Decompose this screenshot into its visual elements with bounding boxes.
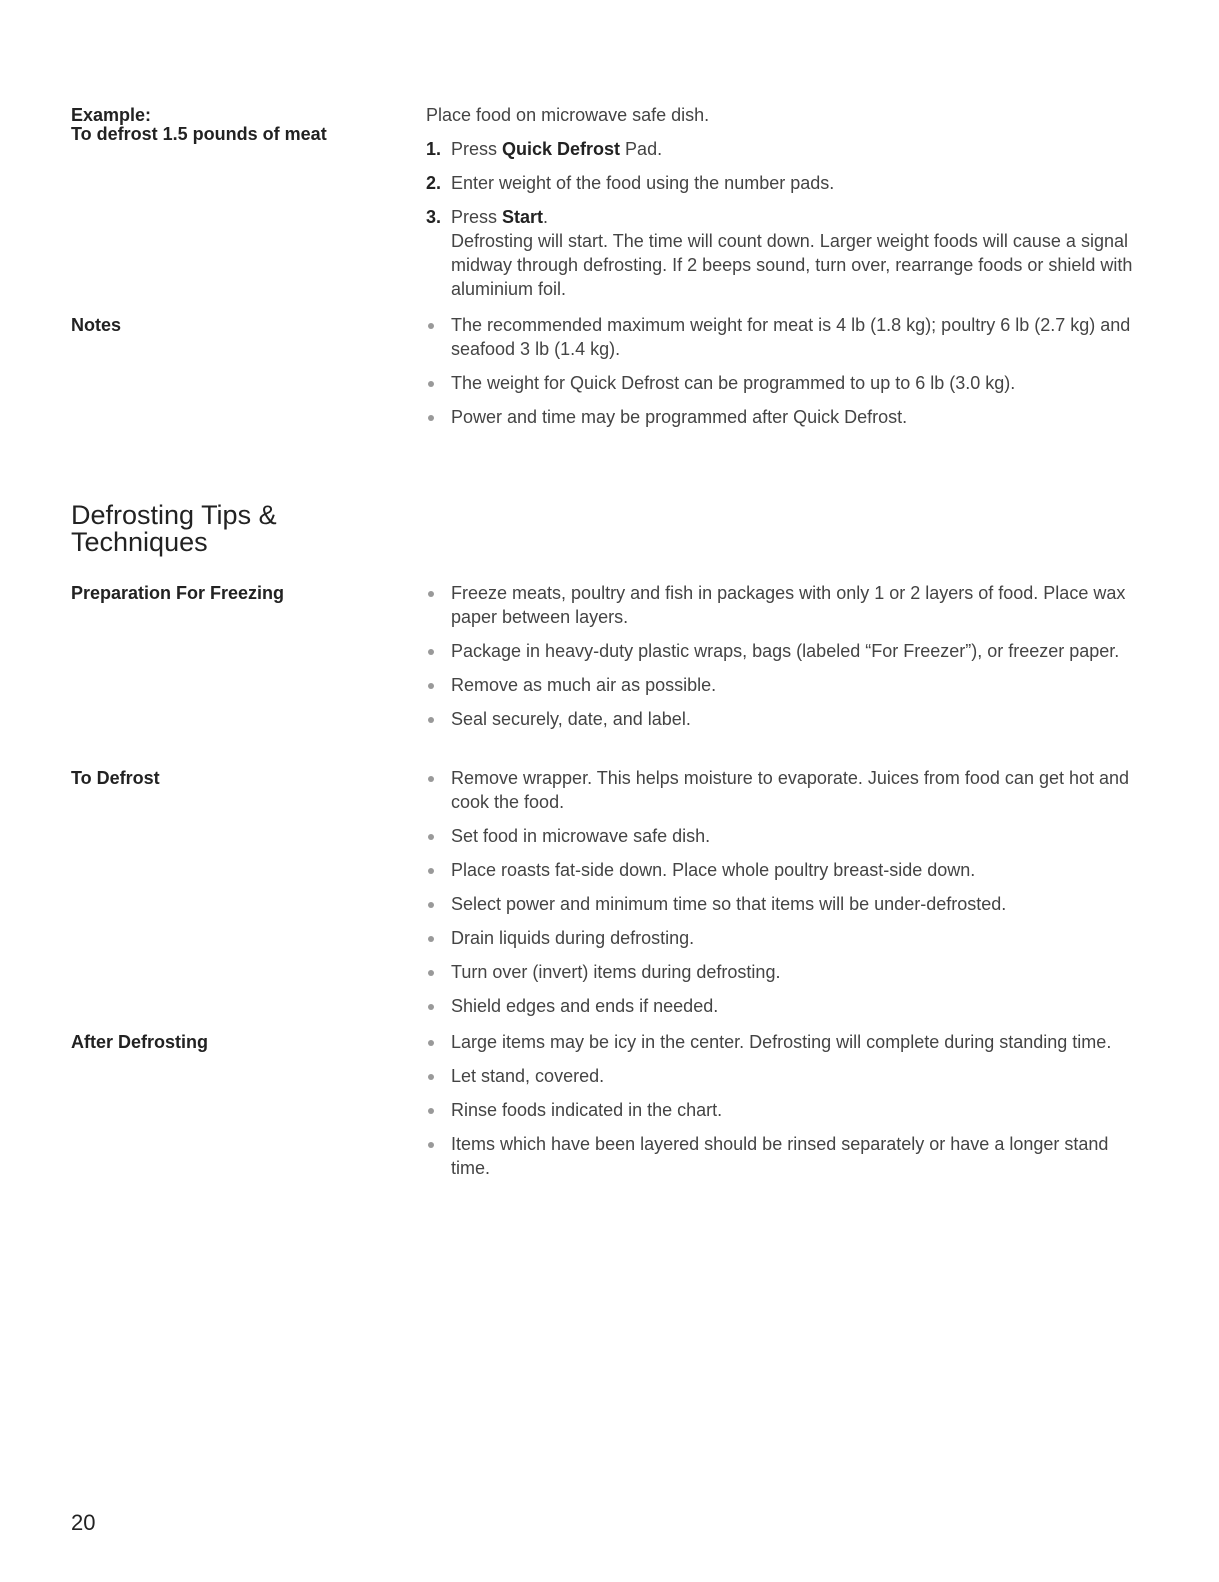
notes-label: Notes: [71, 315, 122, 335]
bullet-text: Select power and minimum time so that items will be under-defrosted.: [451, 894, 1007, 914]
heading-line1: Defrosting Tips &: [71, 500, 277, 530]
bullet-icon: [428, 834, 434, 840]
step-bold: Start: [502, 207, 544, 227]
bullet-icon: [428, 902, 434, 908]
bullet-text: Shield edges and ends if needed.: [451, 996, 719, 1016]
bullet-item: [426, 313, 1146, 361]
bullet-text: Large items may be icy in the center. Defrosting will complete during standing time.: [451, 1032, 1112, 1052]
bullet-text: Place roasts fat-side down. Place whole poultry breast-side down.: [451, 860, 976, 880]
prep-label: Preparation For Freezing: [71, 583, 285, 603]
bullet-text: Rinse foods indicated in the chart.: [451, 1100, 723, 1120]
bullet-icon: [428, 970, 434, 976]
bullet-item: [426, 639, 1146, 663]
step-text: Press: [451, 207, 503, 227]
bullet-icon: [428, 1004, 434, 1010]
bullet-icon: [428, 591, 434, 597]
example-label: [71, 106, 327, 144]
step-item: [426, 205, 1146, 301]
bullet-text: Let stand, covered.: [451, 1066, 605, 1086]
example-steps: [426, 103, 1146, 311]
bullet-item: [426, 766, 1146, 814]
bullet-text: Package in heavy-duty plastic wraps, bags (labeled “For Freezer”), or freezer paper.: [451, 641, 1120, 661]
example-label-line1: Example:: [71, 105, 152, 125]
step-text-post: Pad.: [620, 139, 663, 159]
bullet-icon: [428, 776, 434, 782]
bullet-icon: [428, 868, 434, 874]
bullet-icon: [428, 649, 434, 655]
bullet-text: Items which have been layered should be rinsed separately or have a longer stand time.: [451, 1134, 1109, 1178]
intro-text: Place food on microwave safe dish.: [426, 105, 710, 125]
bullet-item: [426, 824, 1146, 848]
step-text: Enter weight of the food using the number pads.: [451, 173, 835, 193]
heading-line2: Techniques: [71, 527, 208, 557]
bullet-item: [426, 1030, 1146, 1054]
section-heading: [71, 502, 277, 556]
bullet-item: [426, 673, 1146, 697]
bullet-item: [426, 1098, 1146, 1122]
bullet-text: Remove as much air as possible.: [451, 675, 717, 695]
defrost-label: To Defrost: [71, 768, 160, 788]
bullet-text: Set food in microwave safe dish.: [451, 826, 711, 846]
bullet-item: [426, 892, 1146, 916]
defrost-list: [426, 766, 1146, 1028]
bullet-icon: [428, 381, 434, 387]
bullet-item: [426, 707, 1146, 731]
bullet-text: The weight for Quick Defrost can be programmed to up to 6 lb (3.0 kg).: [451, 373, 1016, 393]
example-label-line2: To defrost 1.5 pounds of meat: [71, 124, 327, 144]
bullet-item: [426, 926, 1146, 950]
bullet-item: [426, 371, 1146, 395]
step-number: 3.: [426, 207, 442, 227]
bullet-text: Power and time may be programmed after Quick Defrost.: [451, 407, 908, 427]
bullet-text: Turn over (invert) items during defrosting.: [451, 962, 781, 982]
page-number: 20: [71, 1510, 96, 1535]
bullet-text: Drain liquids during defrosting.: [451, 928, 695, 948]
bullet-text: Remove wrapper. This helps moisture to evaporate. Juices from food can get hot and cook the food.: [451, 768, 1130, 812]
bullet-icon: [428, 1108, 434, 1114]
step-number: 2.: [426, 173, 442, 193]
bullet-icon: [428, 1142, 434, 1148]
notes-list: [426, 313, 1146, 439]
bullet-text: Seal securely, date, and label.: [451, 709, 691, 729]
step-text-post: .: [543, 207, 549, 227]
step-item: [426, 137, 1146, 161]
step-detail: Defrosting will start. The time will count down. Larger weight foods will cause a signal midway through defrosting. If 2 beeps sound, turn over, rearrange foods or shield with aluminium foil.: [451, 231, 1133, 299]
bullet-text: Freeze meats, poultry and fish in packages with only 1 or 2 layers of food. Place wax paper between layers.: [451, 583, 1126, 627]
bullet-item: [426, 994, 1146, 1018]
bullet-item: [426, 960, 1146, 984]
bullet-icon: [428, 717, 434, 723]
step-item: [426, 171, 1146, 195]
bullet-item: [426, 405, 1146, 429]
step-text: Press: [451, 139, 503, 159]
after-list: [426, 1030, 1146, 1190]
bullet-item: [426, 1132, 1146, 1180]
step-number: 1.: [426, 139, 442, 159]
bullet-text: The recommended maximum weight for meat is 4 lb (1.8 kg); poultry 6 lb (2.7 kg) and seafood 3 lb (1.4 kg).: [451, 315, 1131, 359]
prep-list: [426, 581, 1146, 741]
bullet-item: [426, 581, 1146, 629]
bullet-icon: [428, 415, 434, 421]
step-bold: Quick Defrost: [502, 139, 621, 159]
bullet-icon: [428, 1040, 434, 1046]
bullet-icon: [428, 936, 434, 942]
bullet-icon: [428, 683, 434, 689]
after-label: After Defrosting: [71, 1032, 209, 1052]
bullet-icon: [428, 323, 434, 329]
bullet-icon: [428, 1074, 434, 1080]
bullet-item: [426, 858, 1146, 882]
bullet-item: [426, 1064, 1146, 1088]
